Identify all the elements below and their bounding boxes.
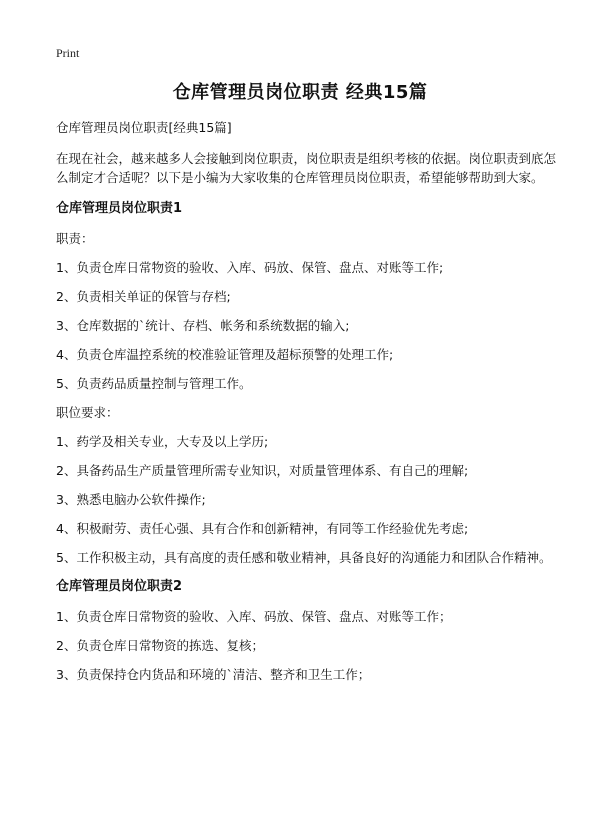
requirements-label: 职位要求：: [56, 405, 119, 420]
duty-item: 2、负责相关单证的保管与存档;: [56, 289, 231, 304]
duty-item: 1、负责仓库日常物资的验收、入库、码放、保管、盘点、对账等工作;: [56, 260, 444, 275]
intro-paragraph: 在现在社会，越来越多人会接触到岗位职责，岗位职责是组织考核的依据。岗位职责到底怎么制定才合适呢？以下是小编为大家收集的仓库管理员岗位职责，希望能够帮助到大家。: [56, 151, 557, 185]
document-title: 仓库管理员岗位职责 经典15篇: [172, 82, 428, 103]
requirement-item: 2、具备药品生产质量管理所需专业知识，对质量管理体系、有自己的理解;: [56, 463, 469, 478]
section-2-item: 3、负责保持仓内货品和环境的`清洁、整齐和卫生工作；: [56, 667, 371, 682]
section-heading-2: 仓库管理员岗位职责2: [56, 579, 183, 594]
section-2-item: 2、负责仓库日常物资的拣选、复核；: [56, 638, 264, 653]
print-label[interactable]: Print: [56, 46, 80, 60]
duty-item: 4、负责仓库温控系统的校准验证管理及超标预警的处理工作;: [56, 347, 394, 362]
requirement-item: 1、药学及相关专业，大专及以上学历;: [56, 434, 269, 449]
requirement-item: 5、工作积极主动，具有高度的责任感和敬业精神，具备良好的沟通能力和团队合作精神。: [56, 550, 552, 565]
duty-item: 5、负责药品质量控制与管理工作。: [56, 376, 252, 391]
requirement-item: 4、积极耐劳、责任心强、具有合作和创新精神，有同等工作经验优先考虑;: [56, 521, 469, 536]
duties-label: 职责：: [56, 231, 94, 246]
document-content: [56, 118, 560, 694]
requirement-item: 3、熟悉电脑办公软件操作;: [56, 492, 206, 507]
section-2-item: 1、负责仓库日常物资的验收、入库、码放、保管、盘点、对账等工作；: [56, 609, 452, 624]
document-subtitle: 仓库管理员岗位职责[经典15篇]: [56, 120, 232, 135]
duty-item: 3、仓库数据的`统计、存档、帐务和系统数据的输入;: [56, 318, 350, 333]
section-heading-1: 仓库管理员岗位职责1: [56, 201, 183, 216]
